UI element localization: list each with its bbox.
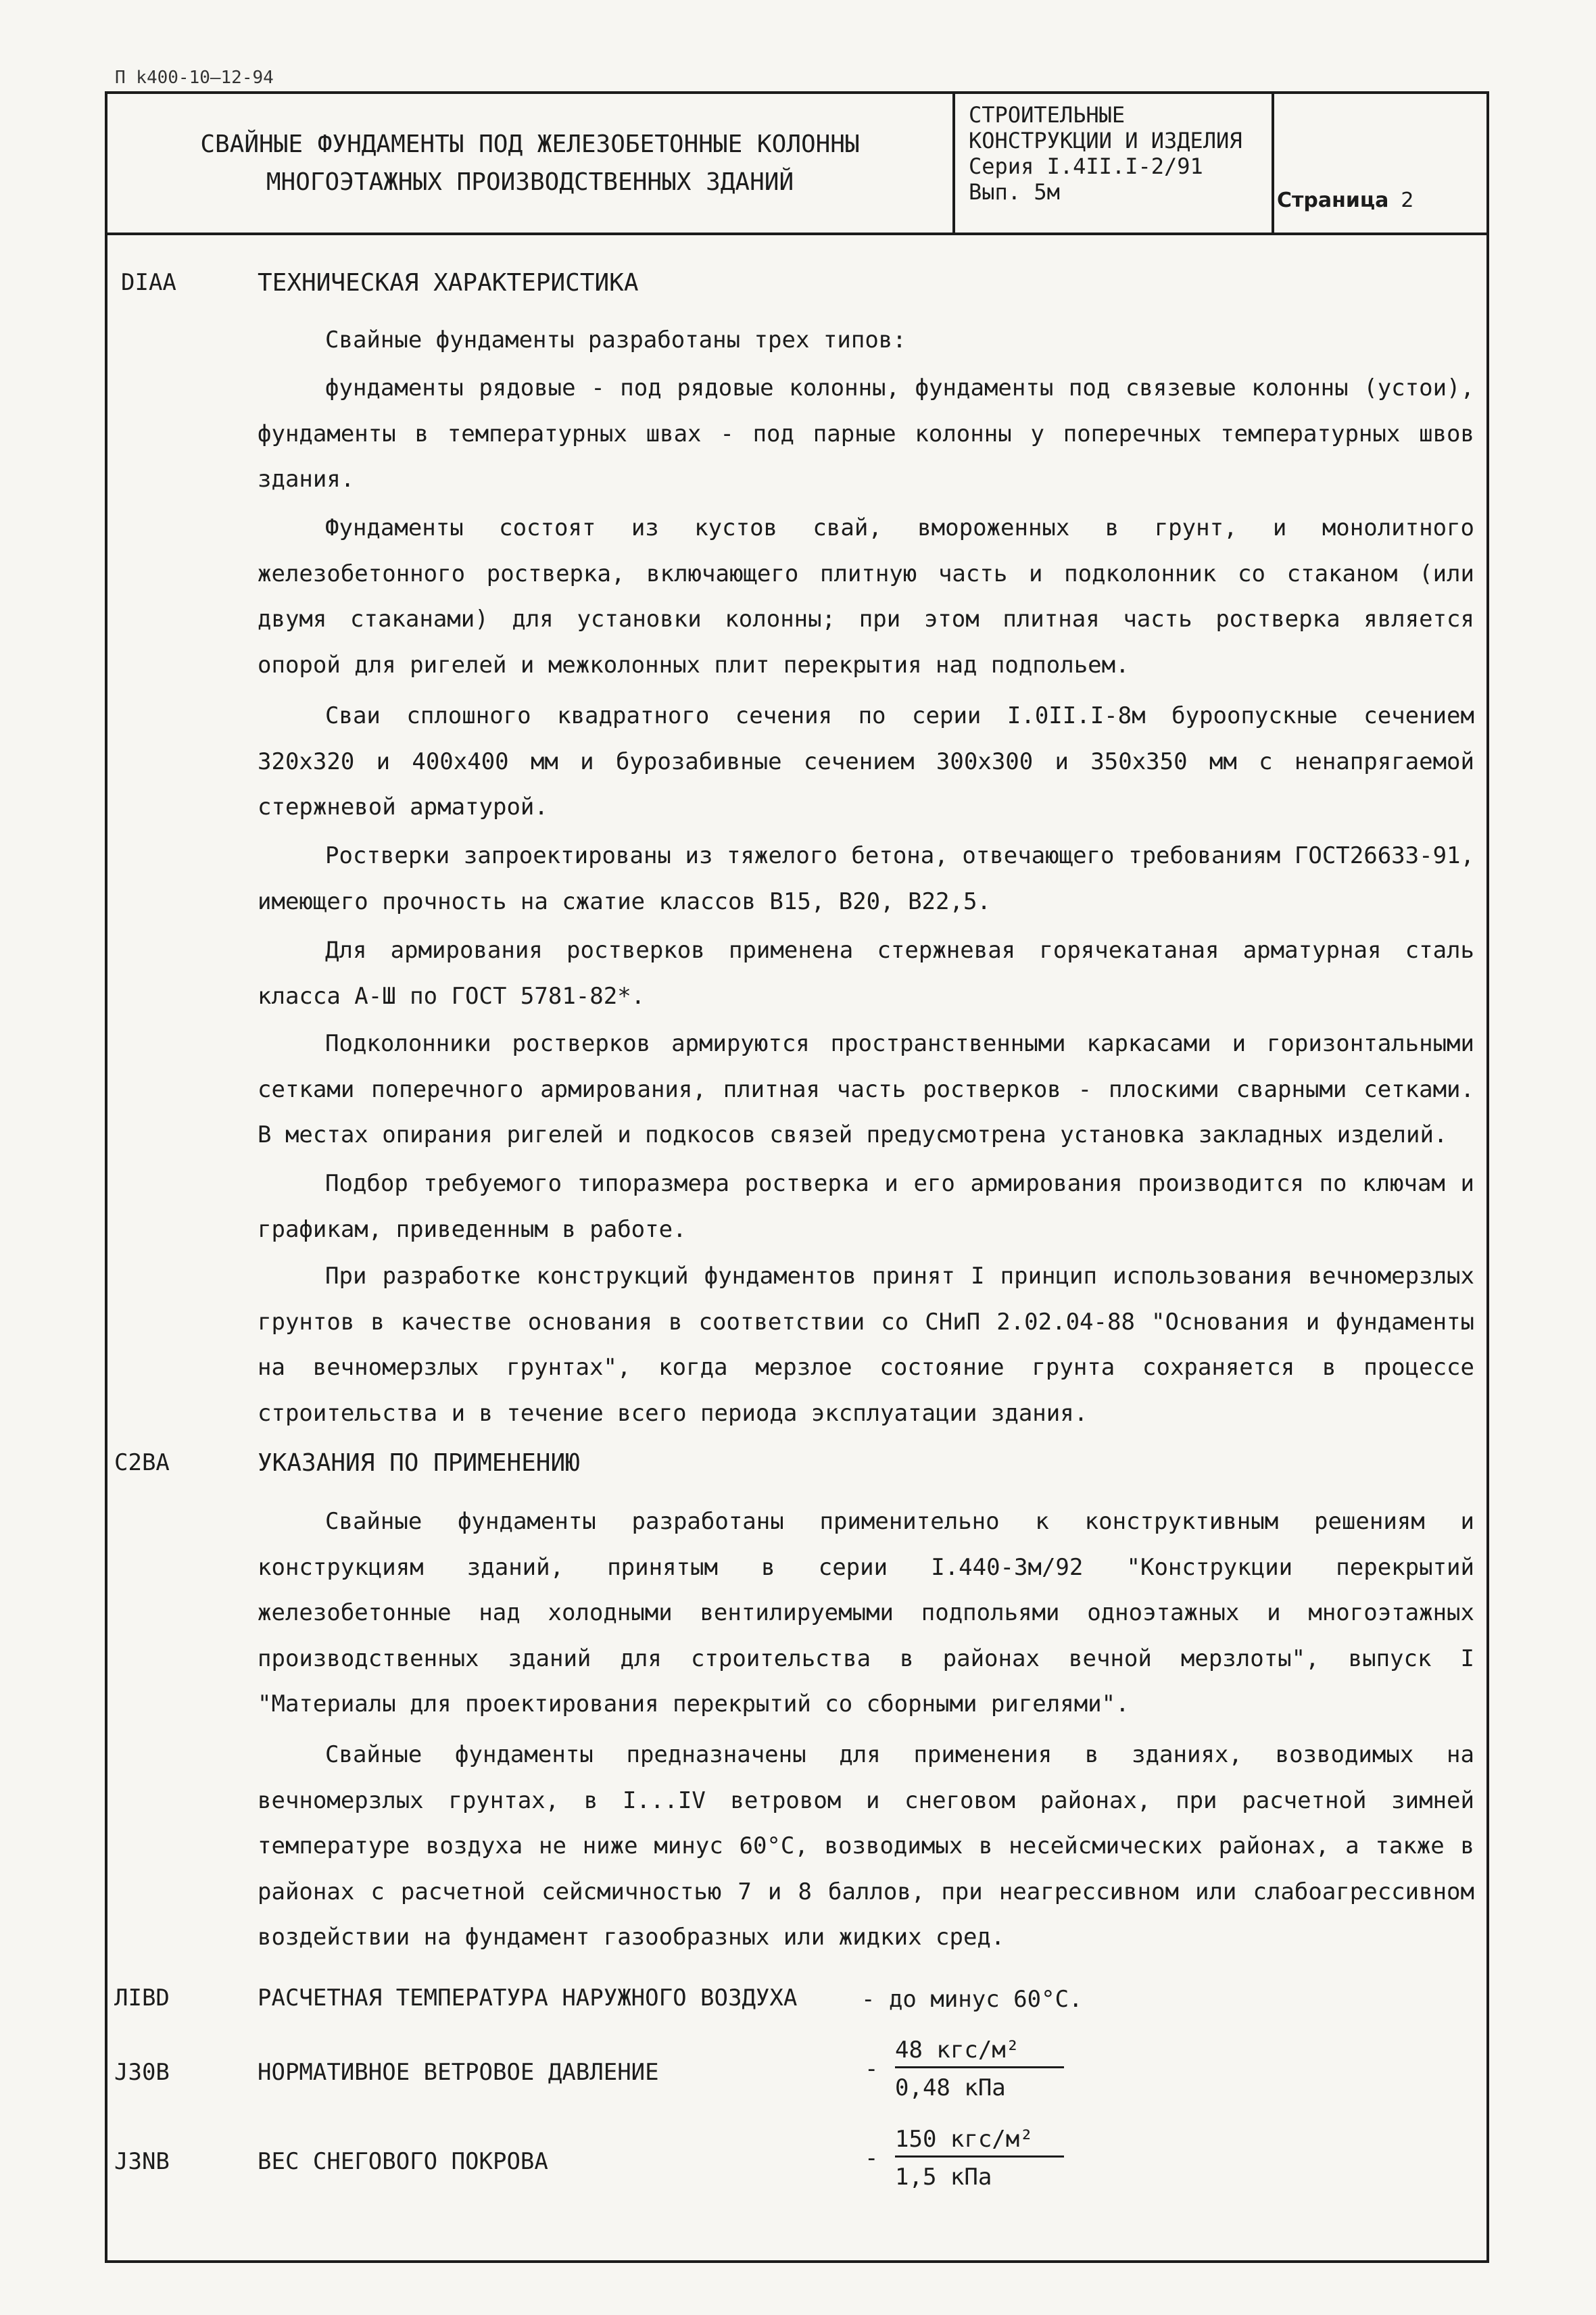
param-label: РАСЧЕТНАЯ ТЕМПЕРАТУРА НАРУЖНОГО ВОЗДУХА xyxy=(258,1984,798,2012)
param-code: J30B xyxy=(114,2059,170,2086)
series-line: СТРОИТЕЛЬНЫЕ xyxy=(969,102,1126,128)
fraction-denominator: 1,5 кПа xyxy=(895,2164,992,2191)
paragraph: фундаменты рядовые - под рядовые колонны, фундаменты под связевые колонны (устои), фундаменты в температурных швах - под парные колонны у поперечных температурных швов здания. xyxy=(258,374,1474,493)
section-heading: ТЕХНИЧЕСКАЯ ХАРАКТЕРИСТИКА xyxy=(258,269,639,297)
section-code: DIAA xyxy=(121,269,176,296)
param-code: J3NB xyxy=(114,2148,170,2175)
fraction-dash: - xyxy=(865,2145,879,2172)
paragraph: Подколонники ростверков армируются пространственными каркасами и горизонтальными сетками поперечного армирования, плитная часть ростверков - плоскими сварными сетками. В местах опирания ригелей и подкосов связей предусмотрена установка закладных изделий. xyxy=(258,1030,1474,1148)
fraction-denominator: 0,48 кПа xyxy=(895,2074,1006,2101)
fraction-numerator: 150 кгс/м² xyxy=(895,2126,1064,2158)
document-title xyxy=(107,94,955,233)
series-line: КОНСТРУКЦИИ И ИЗДЕЛИЯ xyxy=(969,128,1242,153)
paragraph: Подбор требуемого типоразмера ростверка и его армирования производится по ключам и графикам, приведенным в работе. xyxy=(258,1170,1474,1243)
paragraph: Для армирования ростверков применена стержневая горячекатаная арматурная сталь класса А-Ш по ГОСТ 5781-82*. xyxy=(258,937,1474,1010)
paragraph: Свайные фундаменты предназначены для применения в зданиях, возводимых на вечномерзлых грунтах, в I...IV ветровом и снеговом районах, при расчетной зимней температуре воздуха не ниже минус 60°С, возводимых в несейсмических районах, а также в районах с расчетной сейсмичностью 7 и 8 баллов, при неагрессивном или слабоагрессивном воздействии на фундамент газообразных или жидких сред. xyxy=(258,1741,1474,1951)
fraction-numerator: 48 кгс/м² xyxy=(895,2037,1064,2068)
page-number-block xyxy=(1277,189,1413,212)
series-line: Вып. 5м xyxy=(969,179,1060,205)
fraction-dash: - xyxy=(865,2055,879,2082)
document-code: П k400-10—12-94 xyxy=(115,68,274,88)
paragraph: Свайные фундаменты разработаны трех типов: xyxy=(325,326,906,354)
paragraph: При разработке конструкций фундаментов принят I принцип использования вечномерзлых грунтов в качестве основания в соответствии со СНиП 2.02.04-88 "Основания и фундаменты на вечномерзлых грунтах", когда мерзлое состояние грунта сохраняется в процессе строительства и в течение всего периода эксплуатации здания. xyxy=(258,1263,1474,1427)
page-number: 2 xyxy=(1401,189,1414,212)
param-value: - до минус 60°С. xyxy=(861,1986,1083,2013)
page-frame xyxy=(105,91,1489,2263)
param-label: НОРМАТИВНОЕ ВЕТРОВОЕ ДАВЛЕНИЕ xyxy=(258,2059,659,2086)
title-line: СВАЙНЫЕ ФУНДАМЕНТЫ ПОД ЖЕЛЕЗОБЕТОННЫЕ КОЛОННЫ xyxy=(200,130,860,158)
section-code: C2BA xyxy=(114,1449,170,1476)
section-heading: УКАЗАНИЯ ПО ПРИМЕНЕНИЮ xyxy=(258,1449,580,1477)
series-block xyxy=(955,94,1274,233)
page-label: Страница xyxy=(1277,189,1389,212)
paragraph: Свайные фундаменты разработаны применительно к конструктивным решениям и конструкциям зданий, принятым в серии I.440-3м/92 "Конструкции перекрытий железобетонные над холодными вентилируемыми подпольями одноэтажных и многоэтажных производственных зданий для строительства в районах вечной мерзлоты", выпуск I "Материалы для проектирования перекрытий со сборными ригелями". xyxy=(258,1508,1474,1717)
title-line: МНОГОЭТАЖНЫХ ПРОИЗВОДСТВЕННЫХ ЗДАНИЙ xyxy=(266,168,794,196)
param-code: ЛIBD xyxy=(114,1984,170,2012)
paragraph: Сваи сплошного квадратного сечения по серии I.0II.I-8м буроопускные сечением 320х320 и 400х400 мм и бурозабивные сечением 300х300 и 350х350 мм с ненапрягаемой стержневой арматурой. xyxy=(258,702,1474,821)
param-label: ВЕС СНЕГОВОГО ПОКРОВА xyxy=(258,2148,548,2175)
paragraph: Ростверки запроектированы из тяжелого бетона, отвечающего требованиям ГОСТ26633-91, имеющего прочность на сжатие классов В15, В20, В22,5. xyxy=(258,842,1474,915)
paragraph: Фундаменты состоят из кустов свай, вмороженных в грунт, и монолитного железобетонного ростверка, включающего плитную часть и подколонник со стаканом (или двумя стаканами) для установки колонны; при этом плитная часть ростверка является опорой для ригелей и межколонных плит перекрытия над подпольем. xyxy=(258,514,1474,679)
series-line: Серия I.4II.I-2/91 xyxy=(969,153,1203,179)
title-block xyxy=(107,94,1486,235)
